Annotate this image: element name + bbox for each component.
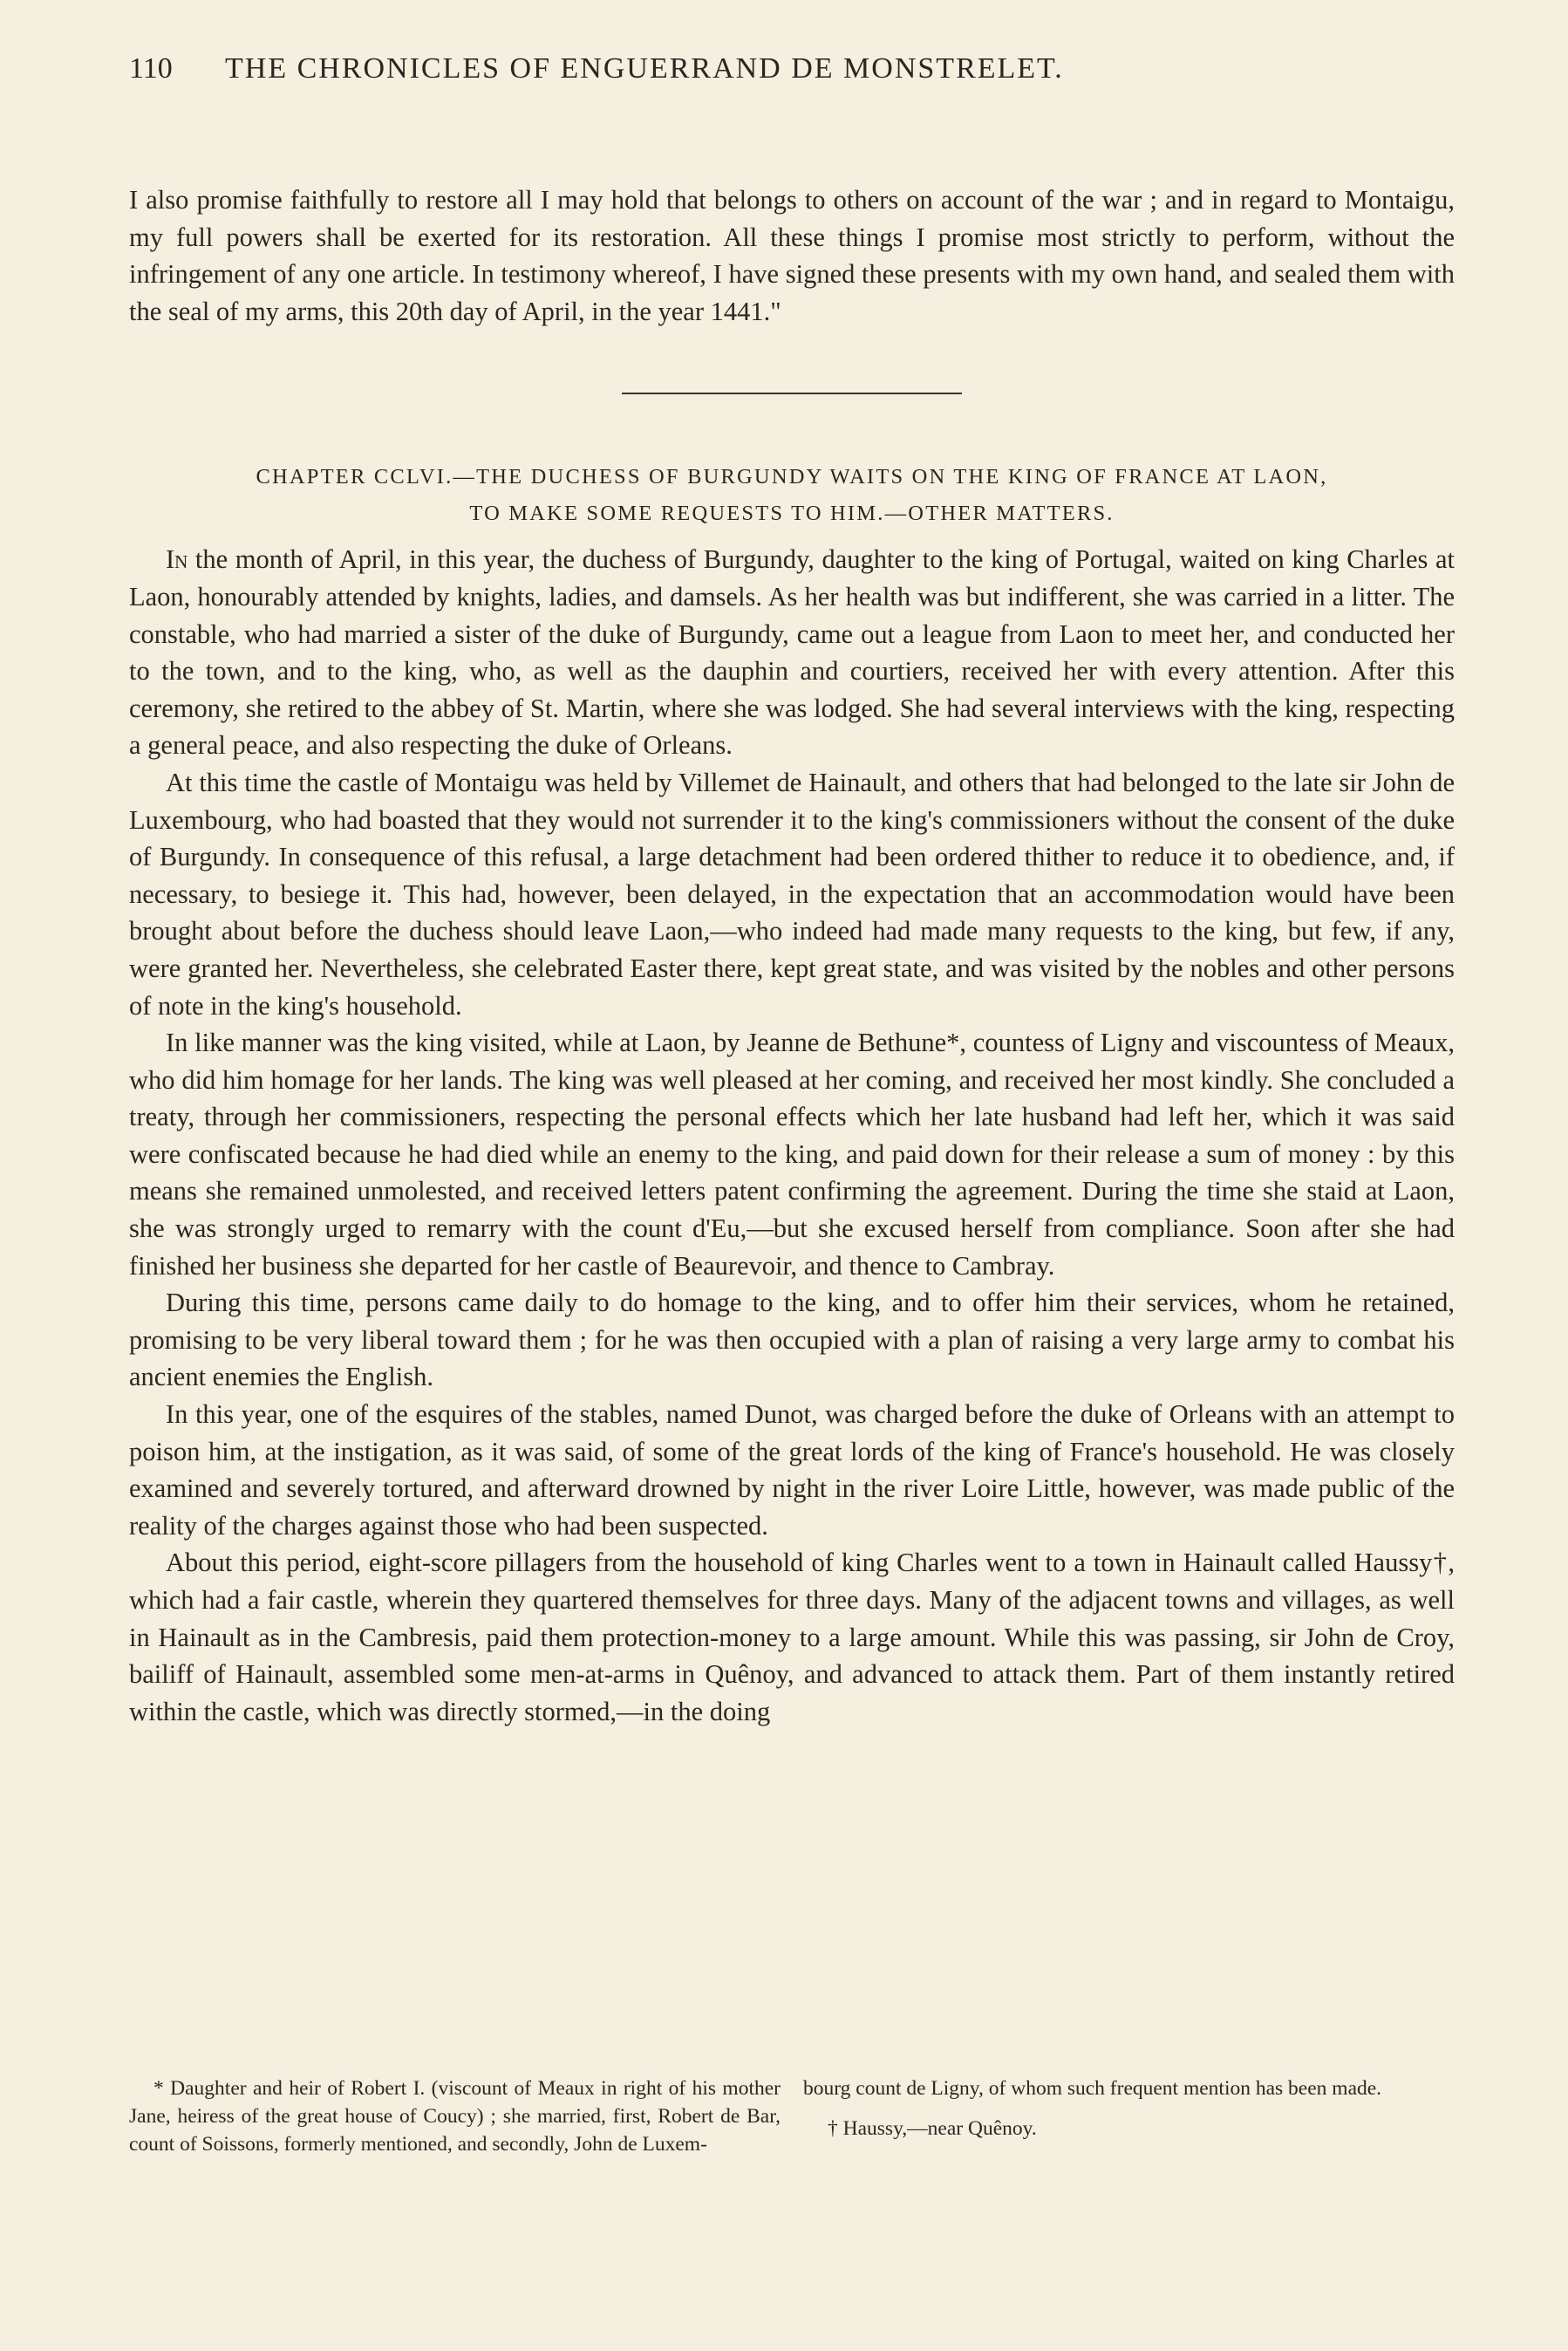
page-number: 110 [129,52,173,85]
chapter-paragraph: About this period, eight-score pillagers from the household of king Charles went to a town in Hainault called Haussy†, which had a fair castle, wherein they quartered themselves for three days. Many of the adjacent towns and villages, as well in Hainault as in the Cambresis, paid them protection-money to a large amount. While this was passing, sir John de Croy, bailiff of Hainault, assembled some men-at-arms in Quênoy, and advanced to attack them. Part of them instantly retired within the castle, which was directly stormed,—in the doing [129,1548,1455,1726]
chapter-paragraph: At this time the castle of Montaigu was held by Villemet de Hainault, and others that had belonged to the late sir John de Luxembourg, who had boasted that they would not surrender it to the king's commissioners without the consent of the duke of Burgundy. In consequence of this refusal, a large detachment had been ordered thither to reduce it to obedience, and, if necessary, to besiege it. This had, however, been delayed, in the expectation that an accommodation would have been brought about before the duchess should leave Laon,—who indeed had made many requests to the king, but few, if any, were granted her. Nevertheless, she celebrated Easter there, kept great state, and was visited by the nobles and other persons of note in the king's household. [129,767,1455,1021]
chapter-heading-line: TO MAKE SOME REQUESTS TO HIM.—OTHER MATTERS. [469,502,1115,526]
footnote: * Daughter and heir of Robert I. (viscount of Meaux in right of his mother Jane, heiress of the great house of Coucy) ; she married, first, Robert de Bar, count of Soissons, formerly mentioned, and secondly, John de Luxem- [129,2077,781,2156]
footnote-continuation: bourg count de Ligny, of whom such frequent mention has been made. [803,2077,1382,2100]
paragraph-text: the month of April, in this year, the duchess of Burgundy, daughter to the king of Portugal, waited on king Charles at Laon, honourably attended by knights, ladies, and damsels. As her health was but indifferent, she was carried in a litter. The constable, who had married a sister of the duke of Burgundy, came out a league from Laon to meet her, and conducted her to the town, and to the king, who, as well as the dauphin and courtiers, received her with every attention. After this ceremony, she retired to the abbey of St. Martin, where she was lodged. She had several interviews with the king, respecting a general peace, and also respecting the duke of Orleans. [129,544,1455,761]
chapter-paragraph: In this year, one of the esquires of the stables, named Dunot, was charged before the duke of Orleans with an attempt to poison him, at the instigation, as it was said, of some of the great lords of the king of France's household. He was closely examined and severely tortured, and afterward drowned by night in the river Loire Little, however, was made public of the reality of the charges against those who had been suspected. [129,1399,1455,1541]
footnote: † Haussy,—near Quênoy. [828,2117,1037,2140]
footnote-column-left [129,2074,781,2158]
chapter-paragraph: In like manner was the king visited, while at Laon, by Jeanne de Bethune*, countess of Ligny and viscountess of Meaux, who did him homage for her lands. The king was well pleased at her coming, and received her most kindly. She concluded a treaty, through her commissioners, respecting the personal effects which her late husband had left her, which it was said were confiscated because he had died while an enemy to the king, and paid down for their release a sum of money : by this means she remained unmolested, and received letters patent confirming the agreement. During the time she staid at Laon, she was strongly urged to remarry with the count d'Eu,—but she excused herself from compliance. Soon after she had finished her business she departed for her castle of Beaurevoir, and thence to Cambray. [129,1028,1455,1281]
chapter-heading [129,459,1455,532]
chapter-paragraph [129,541,1455,764]
continuation-paragraph: I also promise faithfully to restore all I may hold that belongs to others on account of the war ; and in regard to Montaigu, my full powers shall be exerted for its restoration. All these things I promise most strictly to perform, without the infringement of any one article. In testimony whereof, I have signed these presents with my own hand, and sealed them with the seal of my arms, this 20th day of April, in the year 1441." [129,185,1455,326]
footnote-column-right [803,2074,1455,2158]
running-head [129,52,1455,101]
body-text [129,181,1455,1730]
chapter-heading-line: CHAPTER CCLVI.—THE DUCHESS OF BURGUNDY WAITS ON THE KING OF FRANCE AT LAON, [256,465,1328,489]
footnotes [129,2074,1455,2158]
running-title: THE CHRONICLES OF ENGUERRAND DE MONSTRELET. [225,52,1064,85]
book-page [129,52,1455,1730]
opening-word: In [166,544,188,575]
chapter-paragraph: During this time, persons came daily to do homage to the king, and to offer him their services, whom he retained, promising to be very liberal toward them ; for he was then occupied with a plan of raising a very large army to combat his ancient enemies the English. [129,1288,1455,1392]
section-divider [622,393,962,394]
